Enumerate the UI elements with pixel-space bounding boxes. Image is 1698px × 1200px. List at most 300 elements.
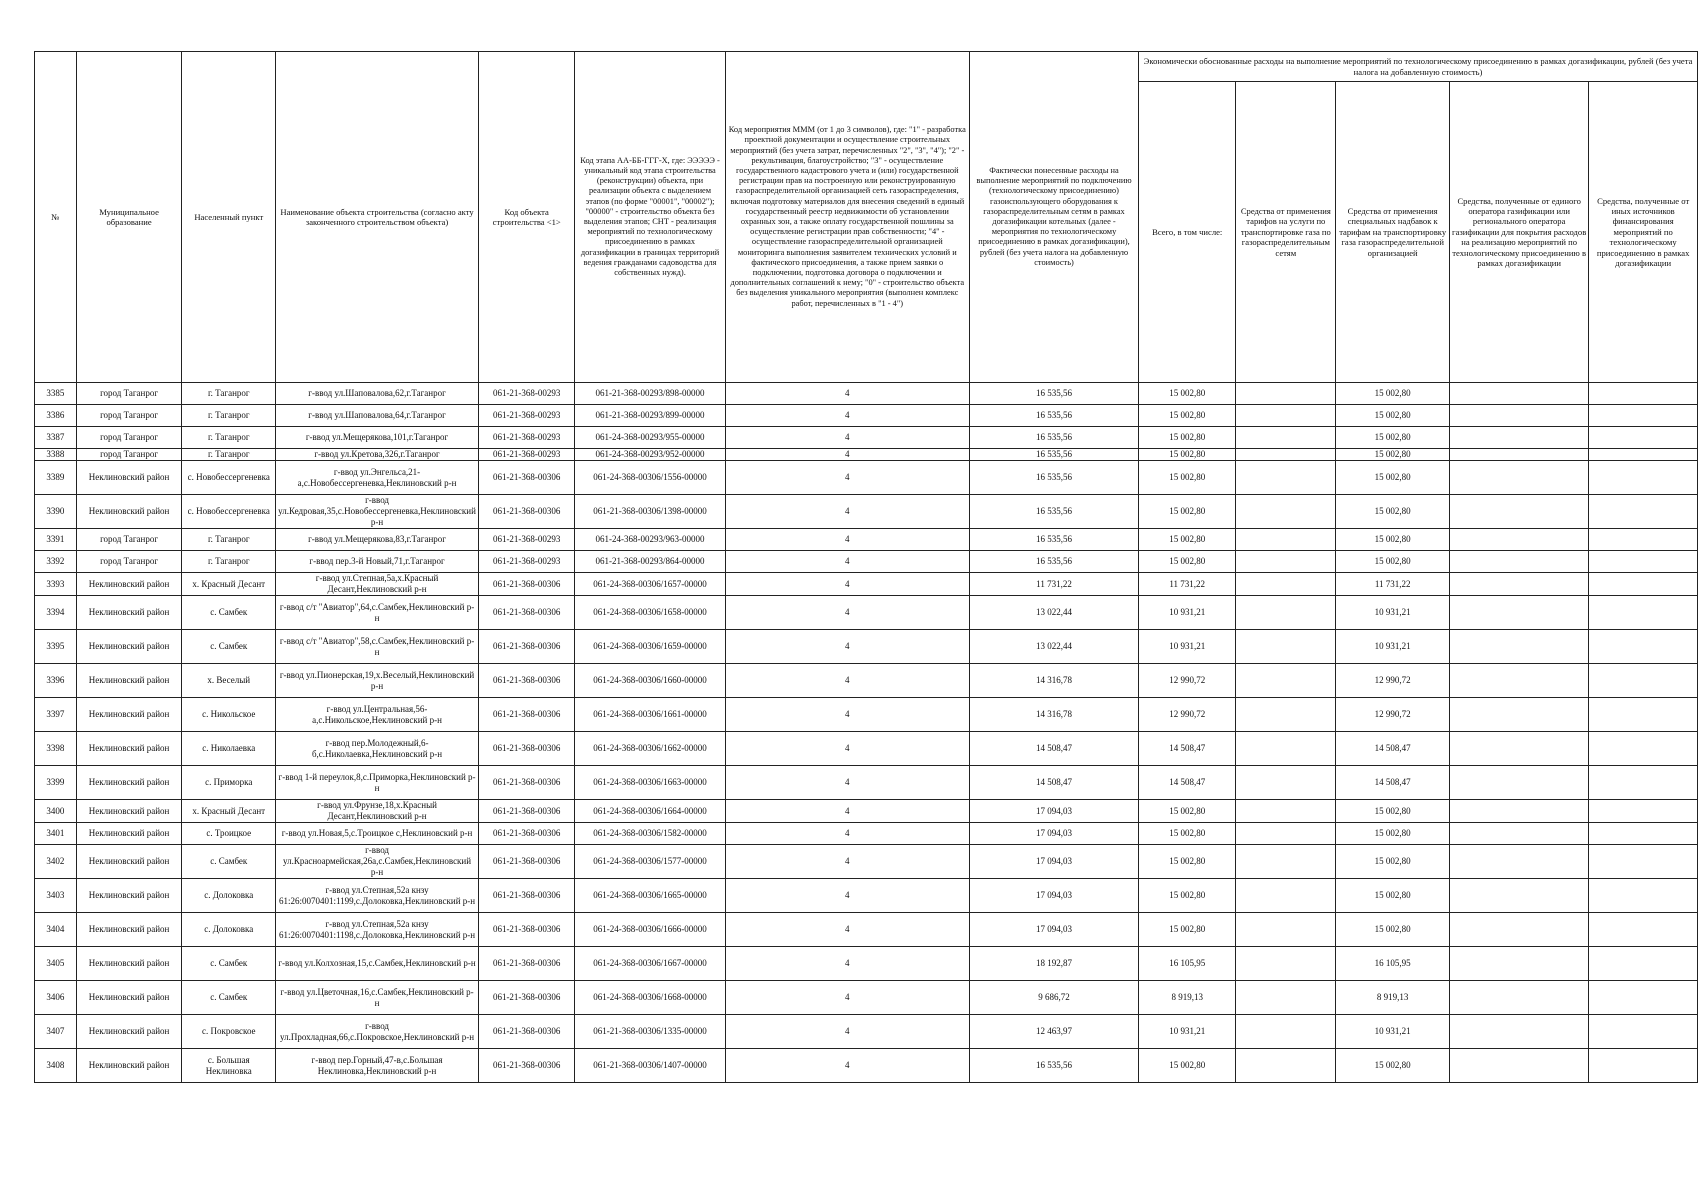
- other-funds-cell: [1589, 981, 1698, 1015]
- actual-costs-cell: 17 094,03: [969, 845, 1138, 879]
- municipality-cell: Неклиновский район: [76, 495, 182, 529]
- settlement-cell: с. Долоковка: [182, 913, 276, 947]
- surcharge-funds-cell: 12 990,72: [1336, 664, 1450, 698]
- header-tariff-funds: Средства от применения тарифов на услуги по транспортировке газа по газораспределительным сетям: [1236, 82, 1336, 383]
- surcharge-funds-cell: 15 002,80: [1336, 879, 1450, 913]
- actual-costs-cell: 16 535,56: [969, 449, 1138, 461]
- other-funds-cell: [1589, 529, 1698, 551]
- object-code-cell: 061-21-368-00306: [478, 495, 575, 529]
- row-number: 3391: [35, 529, 77, 551]
- municipality-cell: город Таганрог: [76, 427, 182, 449]
- settlement-cell: г. Таганрог: [182, 449, 276, 461]
- tariff-funds-cell: [1236, 630, 1336, 664]
- table-row: [35, 449, 1698, 461]
- total-cell: 15 002,80: [1139, 1049, 1236, 1083]
- table-row: [35, 630, 1698, 664]
- total-cell: 15 002,80: [1139, 551, 1236, 573]
- object-name-cell: г-ввод с/т "Авиатор",64,с.Самбек,Неклиновский р-н: [276, 596, 479, 630]
- header-event-code: Код мероприятия МММ (от 1 до 3 символов), где: "1" - разработка проектной документации и осуществление строительных мероприятий (без учета затрат, перечисленных "2", "3", "4"); "2" - рекультивация, благоустройство; "3" - осуществление государственного кадастрового учета и (или) государственной регистрации прав на построенную или реконструированную газораспределительной организацией сеть газораспределения, включая подготовку материалов для внесения сведений в единый государственный реестр недвижимости об установлении охранных зон, а также оплату государственной пошлины за осуществление регистрации прав собственности; "4" - осуществление газораспределительной организацией мониторинга выполнения заявителем технических условий и фактического присоединения, а также прием заявки о подключении, подготовка договора о подключении и дополнительных соглашений к нему; "0" - строительство объекта без выделения уникального мероприятия (выполнен комплекс работ, перечисленных в "1 - 4"): [725, 52, 969, 383]
- event-code-cell: 4: [725, 551, 969, 573]
- table-row: [35, 823, 1698, 845]
- other-funds-cell: [1589, 383, 1698, 405]
- object-code-cell: 061-21-368-00306: [478, 630, 575, 664]
- row-number: 3395: [35, 630, 77, 664]
- tariff-funds-cell: [1236, 495, 1336, 529]
- event-code-cell: 4: [725, 573, 969, 596]
- municipality-cell: Неклиновский район: [76, 664, 182, 698]
- actual-costs-cell: 13 022,44: [969, 630, 1138, 664]
- settlement-cell: х. Красный Десант: [182, 800, 276, 823]
- other-funds-cell: [1589, 573, 1698, 596]
- object-code-cell: 061-21-368-00306: [478, 823, 575, 845]
- table-row: [35, 981, 1698, 1015]
- tariff-funds-cell: [1236, 1049, 1336, 1083]
- settlement-cell: г. Таганрог: [182, 427, 276, 449]
- actual-costs-cell: 14 508,47: [969, 732, 1138, 766]
- settlement-cell: с. Самбек: [182, 947, 276, 981]
- operator-funds-cell: [1450, 879, 1589, 913]
- surcharge-funds-cell: 15 002,80: [1336, 800, 1450, 823]
- settlement-cell: с. Самбек: [182, 596, 276, 630]
- row-number: 3408: [35, 1049, 77, 1083]
- object-name-cell: г-ввод ул.Мещерякова,101,г.Таганрог: [276, 427, 479, 449]
- object-code-cell: 061-21-368-00306: [478, 845, 575, 879]
- total-cell: 10 931,21: [1139, 596, 1236, 630]
- operator-funds-cell: [1450, 495, 1589, 529]
- settlement-cell: г. Таганрог: [182, 529, 276, 551]
- settlement-cell: х. Веселый: [182, 664, 276, 698]
- row-number: 3397: [35, 698, 77, 732]
- event-code-cell: 4: [725, 383, 969, 405]
- municipality-cell: Неклиновский район: [76, 573, 182, 596]
- object-name-cell: г-ввод ул.Прохладная,66,с.Покровское,Неклиновский р-н: [276, 1015, 479, 1049]
- tariff-funds-cell: [1236, 664, 1336, 698]
- event-code-cell: 4: [725, 495, 969, 529]
- total-cell: 12 990,72: [1139, 664, 1236, 698]
- other-funds-cell: [1589, 1015, 1698, 1049]
- event-code-cell: 4: [725, 1015, 969, 1049]
- total-cell: 11 731,22: [1139, 573, 1236, 596]
- row-number: 3404: [35, 913, 77, 947]
- surcharge-funds-cell: 15 002,80: [1336, 427, 1450, 449]
- row-number: 3398: [35, 732, 77, 766]
- table-row: [35, 551, 1698, 573]
- settlement-cell: с. Самбек: [182, 845, 276, 879]
- total-cell: 15 002,80: [1139, 461, 1236, 495]
- object-name-cell: г-ввод ул.Мещерякова,83,г.Таганрог: [276, 529, 479, 551]
- actual-costs-cell: 9 686,72: [969, 981, 1138, 1015]
- object-name-cell: г-ввод ул.Шаповалова,64,г.Таганрог: [276, 405, 479, 427]
- object-code-cell: 061-21-368-00306: [478, 766, 575, 800]
- total-cell: 15 002,80: [1139, 427, 1236, 449]
- surcharge-funds-cell: 15 002,80: [1336, 405, 1450, 427]
- operator-funds-cell: [1450, 698, 1589, 732]
- tariff-funds-cell: [1236, 427, 1336, 449]
- event-code-cell: 4: [725, 630, 969, 664]
- settlement-cell: с. Самбек: [182, 630, 276, 664]
- table-row: [35, 405, 1698, 427]
- tariff-funds-cell: [1236, 529, 1336, 551]
- actual-costs-cell: 17 094,03: [969, 800, 1138, 823]
- object-code-cell: 061-21-368-00293: [478, 427, 575, 449]
- stage-code-cell: 061-24-368-00293/955-00000: [575, 427, 725, 449]
- settlement-cell: г. Таганрог: [182, 551, 276, 573]
- operator-funds-cell: [1450, 913, 1589, 947]
- total-cell: 15 002,80: [1139, 405, 1236, 427]
- object-code-cell: 061-21-368-00306: [478, 1049, 575, 1083]
- tariff-funds-cell: [1236, 383, 1336, 405]
- stage-code-cell: 061-21-368-00293/898-00000: [575, 383, 725, 405]
- other-funds-cell: [1589, 800, 1698, 823]
- header-operator-funds: Средства, полученные от единого оператора газификации или регионального оператора газификации для покрытия расходов на реализацию мероприятий по технологическому присоединению в рамках догазификации: [1450, 82, 1589, 383]
- settlement-cell: с. Покровское: [182, 1015, 276, 1049]
- object-code-cell: 061-21-368-00306: [478, 947, 575, 981]
- table-row: [35, 664, 1698, 698]
- event-code-cell: 4: [725, 405, 969, 427]
- municipality-cell: Неклиновский район: [76, 1049, 182, 1083]
- object-code-cell: 061-21-368-00306: [478, 664, 575, 698]
- surcharge-funds-cell: 15 002,80: [1336, 461, 1450, 495]
- actual-costs-cell: 16 535,56: [969, 529, 1138, 551]
- total-cell: 8 919,13: [1139, 981, 1236, 1015]
- other-funds-cell: [1589, 766, 1698, 800]
- table-row: [35, 913, 1698, 947]
- operator-funds-cell: [1450, 405, 1589, 427]
- settlement-cell: с. Самбек: [182, 981, 276, 1015]
- data-table: [34, 51, 1698, 1083]
- header-other-funds: Средства, полученные от иных источников финансирования мероприятий по технологическому присоединению в рамках догазификации: [1589, 82, 1698, 383]
- tariff-funds-cell: [1236, 698, 1336, 732]
- table-row: [35, 800, 1698, 823]
- table-row: [35, 947, 1698, 981]
- table-row: [35, 596, 1698, 630]
- stage-code-cell: 061-24-368-00306/1664-00000: [575, 800, 725, 823]
- row-number: 3407: [35, 1015, 77, 1049]
- surcharge-funds-cell: 14 508,47: [1336, 732, 1450, 766]
- stage-code-cell: 061-24-368-00306/1658-00000: [575, 596, 725, 630]
- object-code-cell: 061-21-368-00306: [478, 596, 575, 630]
- total-cell: 15 002,80: [1139, 495, 1236, 529]
- header-object-code: Код объекта строительства <1>: [478, 52, 575, 383]
- tariff-funds-cell: [1236, 913, 1336, 947]
- table-row: [35, 461, 1698, 495]
- tariff-funds-cell: [1236, 981, 1336, 1015]
- other-funds-cell: [1589, 947, 1698, 981]
- actual-costs-cell: 16 535,56: [969, 461, 1138, 495]
- operator-funds-cell: [1450, 981, 1589, 1015]
- object-name-cell: г-ввод ул.Колхозная,15,с.Самбек,Неклиновский р-н: [276, 947, 479, 981]
- municipality-cell: Неклиновский район: [76, 981, 182, 1015]
- other-funds-cell: [1589, 1049, 1698, 1083]
- municipality-cell: Неклиновский район: [76, 913, 182, 947]
- tariff-funds-cell: [1236, 461, 1336, 495]
- tariff-funds-cell: [1236, 449, 1336, 461]
- event-code-cell: 4: [725, 766, 969, 800]
- table-row: [35, 529, 1698, 551]
- total-cell: 15 002,80: [1139, 845, 1236, 879]
- other-funds-cell: [1589, 630, 1698, 664]
- tariff-funds-cell: [1236, 823, 1336, 845]
- table-row: [35, 732, 1698, 766]
- header-actual-costs: Фактически понесенные расходы на выполнение мероприятий по подключению (технологическому присоединению) газоиспользующего оборудования к газораспределительным сетям в рамках догазификации котельных (далее - мероприятия по технологическому присоединению в рамках догазификации), рублей (без учета налога на добавленную стоимость): [969, 52, 1138, 383]
- row-number: 3392: [35, 551, 77, 573]
- stage-code-cell: 061-24-368-00306/1665-00000: [575, 879, 725, 913]
- object-name-cell: г-ввод ул.Степная,52а кнзу 61:26:0070401:1198,с.Долоковка,Неклиновский р-н: [276, 913, 479, 947]
- surcharge-funds-cell: 15 002,80: [1336, 551, 1450, 573]
- tariff-funds-cell: [1236, 1015, 1336, 1049]
- object-name-cell: г-ввод ул.Степная,5а,х.Красный Десант,Неклиновский р-н: [276, 573, 479, 596]
- other-funds-cell: [1589, 879, 1698, 913]
- object-name-cell: г-ввод ул.Степная,52а кнзу 61:26:0070401:1199,с.Долоковка,Неклиновский р-н: [276, 879, 479, 913]
- stage-code-cell: 061-21-368-00306/1398-00000: [575, 495, 725, 529]
- header-num: №: [35, 52, 77, 383]
- table-row: [35, 766, 1698, 800]
- tariff-funds-cell: [1236, 596, 1336, 630]
- operator-funds-cell: [1450, 551, 1589, 573]
- row-number: 3393: [35, 573, 77, 596]
- other-funds-cell: [1589, 823, 1698, 845]
- total-cell: 15 002,80: [1139, 913, 1236, 947]
- operator-funds-cell: [1450, 823, 1589, 845]
- surcharge-funds-cell: 15 002,80: [1336, 529, 1450, 551]
- stage-code-cell: 061-24-368-00306/1668-00000: [575, 981, 725, 1015]
- stage-code-cell: 061-21-368-00306/1407-00000: [575, 1049, 725, 1083]
- other-funds-cell: [1589, 427, 1698, 449]
- municipality-cell: Неклиновский район: [76, 845, 182, 879]
- event-code-cell: 4: [725, 449, 969, 461]
- total-cell: 12 990,72: [1139, 698, 1236, 732]
- operator-funds-cell: [1450, 845, 1589, 879]
- object-name-cell: г-ввод ул.Цветочная,16,с.Самбек,Неклиновский р-н: [276, 981, 479, 1015]
- operator-funds-cell: [1450, 1049, 1589, 1083]
- settlement-cell: с. Новобессергеневка: [182, 495, 276, 529]
- actual-costs-cell: 18 192,87: [969, 947, 1138, 981]
- tariff-funds-cell: [1236, 551, 1336, 573]
- object-name-cell: г-ввод пер.3-й Новый,71,г.Таганрог: [276, 551, 479, 573]
- tariff-funds-cell: [1236, 405, 1336, 427]
- object-code-cell: 061-21-368-00306: [478, 461, 575, 495]
- object-code-cell: 061-21-368-00306: [478, 732, 575, 766]
- settlement-cell: с. Большая Неклиновка: [182, 1049, 276, 1083]
- object-code-cell: 061-21-368-00293: [478, 449, 575, 461]
- total-cell: 10 931,21: [1139, 1015, 1236, 1049]
- event-code-cell: 4: [725, 1049, 969, 1083]
- stage-code-cell: 061-24-368-00306/1666-00000: [575, 913, 725, 947]
- actual-costs-cell: 14 316,78: [969, 664, 1138, 698]
- other-funds-cell: [1589, 732, 1698, 766]
- object-code-cell: 061-21-368-00293: [478, 529, 575, 551]
- table-row: [35, 427, 1698, 449]
- actual-costs-cell: 16 535,56: [969, 1049, 1138, 1083]
- other-funds-cell: [1589, 913, 1698, 947]
- stage-code-cell: 061-24-368-00306/1659-00000: [575, 630, 725, 664]
- municipality-cell: Неклиновский район: [76, 947, 182, 981]
- settlement-cell: с. Николаевка: [182, 732, 276, 766]
- actual-costs-cell: 16 535,56: [969, 551, 1138, 573]
- tariff-funds-cell: [1236, 732, 1336, 766]
- municipality-cell: город Таганрог: [76, 383, 182, 405]
- operator-funds-cell: [1450, 529, 1589, 551]
- surcharge-funds-cell: 12 990,72: [1336, 698, 1450, 732]
- object-name-cell: г-ввод ул.Новая,5,с.Троицкое с,Неклиновский р-н: [276, 823, 479, 845]
- event-code-cell: 4: [725, 913, 969, 947]
- row-number: 3390: [35, 495, 77, 529]
- total-cell: 16 105,95: [1139, 947, 1236, 981]
- total-cell: 14 508,47: [1139, 732, 1236, 766]
- header-settlement: Населенный пункт: [182, 52, 276, 383]
- operator-funds-cell: [1450, 766, 1589, 800]
- object-code-cell: 061-21-368-00306: [478, 981, 575, 1015]
- event-code-cell: 4: [725, 879, 969, 913]
- table-row: [35, 1015, 1698, 1049]
- municipality-cell: Неклиновский район: [76, 766, 182, 800]
- tariff-funds-cell: [1236, 800, 1336, 823]
- table-row: [35, 1049, 1698, 1083]
- operator-funds-cell: [1450, 732, 1589, 766]
- actual-costs-cell: 16 535,56: [969, 495, 1138, 529]
- tariff-funds-cell: [1236, 766, 1336, 800]
- actual-costs-cell: 16 535,56: [969, 405, 1138, 427]
- actual-costs-cell: 17 094,03: [969, 913, 1138, 947]
- other-funds-cell: [1589, 405, 1698, 427]
- event-code-cell: 4: [725, 823, 969, 845]
- surcharge-funds-cell: 11 731,22: [1336, 573, 1450, 596]
- surcharge-funds-cell: 15 002,80: [1336, 913, 1450, 947]
- object-name-cell: г-ввод ул.Красноармейская,26а,с.Самбек,Неклиновский р-н: [276, 845, 479, 879]
- row-number: 3405: [35, 947, 77, 981]
- row-number: 3400: [35, 800, 77, 823]
- stage-code-cell: 061-24-368-00306/1582-00000: [575, 823, 725, 845]
- event-code-cell: 4: [725, 732, 969, 766]
- document-sheet: [34, 51, 1698, 1083]
- surcharge-funds-cell: 15 002,80: [1336, 823, 1450, 845]
- table-header: [35, 52, 1698, 383]
- municipality-cell: город Таганрог: [76, 551, 182, 573]
- event-code-cell: 4: [725, 529, 969, 551]
- actual-costs-cell: 12 463,97: [969, 1015, 1138, 1049]
- surcharge-funds-cell: 10 931,21: [1336, 596, 1450, 630]
- total-cell: 15 002,80: [1139, 800, 1236, 823]
- actual-costs-cell: 14 508,47: [969, 766, 1138, 800]
- other-funds-cell: [1589, 596, 1698, 630]
- other-funds-cell: [1589, 698, 1698, 732]
- object-name-cell: г-ввод пер.Горный,47-в,с.Большая Неклиновка,Неклиновский р-н: [276, 1049, 479, 1083]
- total-cell: 10 931,21: [1139, 630, 1236, 664]
- total-cell: 15 002,80: [1139, 449, 1236, 461]
- total-cell: 15 002,80: [1139, 529, 1236, 551]
- row-number: 3402: [35, 845, 77, 879]
- surcharge-funds-cell: 8 919,13: [1336, 981, 1450, 1015]
- object-code-cell: 061-21-368-00306: [478, 913, 575, 947]
- stage-code-cell: 061-24-368-00306/1667-00000: [575, 947, 725, 981]
- object-code-cell: 061-21-368-00293: [478, 551, 575, 573]
- stage-code-cell: 061-24-368-00306/1657-00000: [575, 573, 725, 596]
- row-number: 3403: [35, 879, 77, 913]
- surcharge-funds-cell: 14 508,47: [1336, 766, 1450, 800]
- row-number: 3385: [35, 383, 77, 405]
- operator-funds-cell: [1450, 573, 1589, 596]
- actual-costs-cell: 11 731,22: [969, 573, 1138, 596]
- header-object-name: Наименование объекта строительства (согласно акту законченного строительством объекта): [276, 52, 479, 383]
- row-number: 3394: [35, 596, 77, 630]
- table-row: [35, 383, 1698, 405]
- municipality-cell: Неклиновский район: [76, 596, 182, 630]
- header-surcharge-funds: Средства от применения специальных надбавок к тарифам на транспортировку газа газораспределительной организацией: [1336, 82, 1450, 383]
- object-name-cell: г-ввод ул.Кретова,326,г.Таганрог: [276, 449, 479, 461]
- settlement-cell: с. Приморка: [182, 766, 276, 800]
- municipality-cell: Неклиновский район: [76, 800, 182, 823]
- row-number: 3401: [35, 823, 77, 845]
- event-code-cell: 4: [725, 845, 969, 879]
- surcharge-funds-cell: 10 931,21: [1336, 1015, 1450, 1049]
- actual-costs-cell: 14 316,78: [969, 698, 1138, 732]
- other-funds-cell: [1589, 664, 1698, 698]
- surcharge-funds-cell: 15 002,80: [1336, 845, 1450, 879]
- object-code-cell: 061-21-368-00306: [478, 800, 575, 823]
- table-row: [35, 495, 1698, 529]
- surcharge-funds-cell: 15 002,80: [1336, 1049, 1450, 1083]
- municipality-cell: город Таганрог: [76, 529, 182, 551]
- surcharge-funds-cell: 15 002,80: [1336, 495, 1450, 529]
- surcharge-funds-cell: 16 105,95: [1336, 947, 1450, 981]
- stage-code-cell: 061-24-368-00306/1662-00000: [575, 732, 725, 766]
- operator-funds-cell: [1450, 383, 1589, 405]
- settlement-cell: с. Троицкое: [182, 823, 276, 845]
- event-code-cell: 4: [725, 800, 969, 823]
- municipality-cell: город Таганрог: [76, 405, 182, 427]
- stage-code-cell: 061-24-368-00306/1660-00000: [575, 664, 725, 698]
- row-number: 3388: [35, 449, 77, 461]
- header-municipality: Муниципальное образование: [76, 52, 182, 383]
- stage-code-cell: 061-21-368-00306/1335-00000: [575, 1015, 725, 1049]
- object-name-cell: г-ввод 1-й переулок,8,с.Приморка,Неклиновский р-н: [276, 766, 479, 800]
- row-number: 3396: [35, 664, 77, 698]
- other-funds-cell: [1589, 551, 1698, 573]
- row-number: 3406: [35, 981, 77, 1015]
- table-row: [35, 573, 1698, 596]
- object-name-cell: г-ввод ул.Пионерская,19,х.Веселый,Неклиновский р-н: [276, 664, 479, 698]
- table-row: [35, 698, 1698, 732]
- total-cell: 14 508,47: [1139, 766, 1236, 800]
- header-stage-code: Код этапа АА-ББ-ГГГ-Х, где: ЭЭЭЭЭ - уникальный код этапа строительства (реконструкции) объекта, при реализации объекта с выделением этапов (по форме "00001", "00002"); "00000" - строительство объекта без выделения этапов; СНТ - реализация мероприятий по технологическому присоединению в рамках догазификации в границах территорий ведения гражданами садоводства для собственных нужд).: [575, 52, 725, 383]
- stage-code-cell: 061-21-368-00293/864-00000: [575, 551, 725, 573]
- event-code-cell: 4: [725, 947, 969, 981]
- total-cell: 15 002,80: [1139, 879, 1236, 913]
- event-code-cell: 4: [725, 664, 969, 698]
- event-code-cell: 4: [725, 461, 969, 495]
- object-code-cell: 061-21-368-00306: [478, 1015, 575, 1049]
- stage-code-cell: 061-24-368-00306/1577-00000: [575, 845, 725, 879]
- table-row: [35, 845, 1698, 879]
- operator-funds-cell: [1450, 664, 1589, 698]
- actual-costs-cell: 16 535,56: [969, 383, 1138, 405]
- operator-funds-cell: [1450, 947, 1589, 981]
- table-row: [35, 879, 1698, 913]
- other-funds-cell: [1589, 845, 1698, 879]
- operator-funds-cell: [1450, 427, 1589, 449]
- settlement-cell: г. Таганрог: [182, 405, 276, 427]
- header-total: Всего, в том числе:: [1139, 82, 1236, 383]
- tariff-funds-cell: [1236, 845, 1336, 879]
- actual-costs-cell: 17 094,03: [969, 879, 1138, 913]
- object-code-cell: 061-21-368-00306: [478, 698, 575, 732]
- municipality-cell: Неклиновский район: [76, 1015, 182, 1049]
- other-funds-cell: [1589, 461, 1698, 495]
- total-cell: 15 002,80: [1139, 823, 1236, 845]
- municipality-cell: Неклиновский район: [76, 732, 182, 766]
- stage-code-cell: 061-24-368-00306/1556-00000: [575, 461, 725, 495]
- actual-costs-cell: 13 022,44: [969, 596, 1138, 630]
